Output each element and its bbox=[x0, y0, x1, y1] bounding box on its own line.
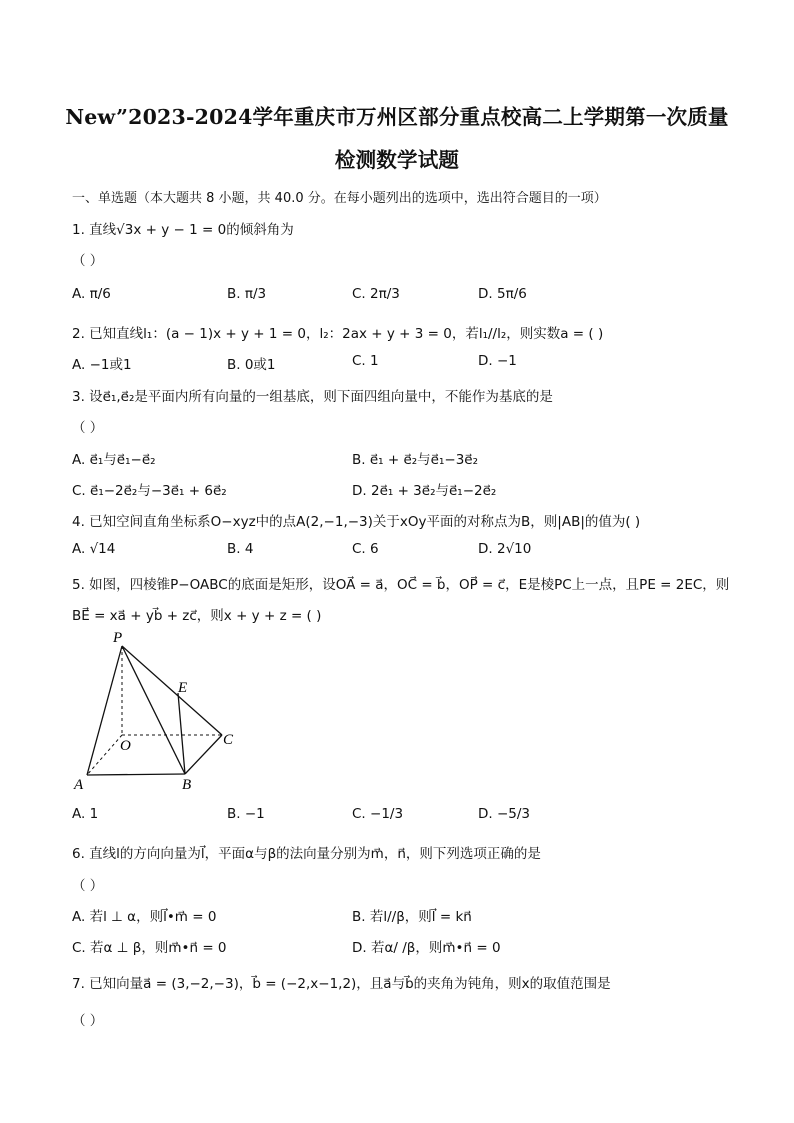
q3-option-c: C. e⃗₁−2e⃗₂与−3e⃗₁ + 6e⃗₂ bbox=[72, 483, 227, 499]
q6-option-a: A. 若l ⊥ α，则l⃗•m⃗ = 0 bbox=[72, 909, 217, 925]
q2-option-b: B. 0或1 bbox=[227, 357, 276, 373]
q1-option-c: C. 2π/3 bbox=[352, 286, 400, 302]
question-3-paren: （ ） bbox=[72, 420, 104, 436]
question-7-paren: （ ） bbox=[72, 1013, 104, 1029]
q4-option-c: C. 6 bbox=[352, 541, 379, 557]
label-O: O bbox=[120, 738, 131, 754]
question-2-stem: 2. 已知直线l₁：(a − 1)x + y + 1 = 0，l₂：2ax + y + 3 = 0，若l₁//l₂，则实数a = ( ) bbox=[72, 326, 604, 342]
edge-BC bbox=[185, 735, 222, 774]
pyramid-figure bbox=[70, 625, 240, 795]
q4-option-a: A. √14 bbox=[72, 541, 116, 557]
q6-option-c: C. 若α ⊥ β，则m⃗•n⃗ = 0 bbox=[72, 940, 227, 956]
q3-option-a: A. e⃗₁与e⃗₁−e⃗₂ bbox=[72, 452, 156, 468]
question-1-paren: （ ） bbox=[72, 253, 104, 269]
q3-option-d: D. 2e⃗₁ + 3e⃗₂与e⃗₁−2e⃗₂ bbox=[352, 483, 497, 499]
q5-option-c: C. −1/3 bbox=[352, 806, 404, 822]
q6-option-b: B. 若l//β，则l⃗ = kn⃗ bbox=[352, 909, 472, 925]
question-6-stem: 6. 直线l的方向向量为l⃗，平面α与β的法向量分别为m⃗，n⃗，则下列选项正确的是 bbox=[72, 846, 541, 862]
label-P: P bbox=[113, 630, 123, 646]
edge-PA bbox=[87, 646, 122, 775]
section-heading: 一、单选题（本大题共 8 小题，共 40.0 分。在每小题列出的选项中，选出符合题目的一项） bbox=[72, 191, 607, 206]
edge-AB bbox=[87, 774, 185, 775]
question-4-stem: 4. 已知空间直角坐标系O−xyz中的点A(2,−1,−3)关于xOy平面的对称点为B，则|AB|的值为( ) bbox=[72, 514, 641, 530]
question-1-stem: 1. 直线√3x + y − 1 = 0的倾斜角为 bbox=[72, 222, 294, 238]
question-6-paren: （ ） bbox=[72, 878, 104, 894]
q4-option-b: B. 4 bbox=[227, 541, 254, 557]
q1-option-d: D. 5π/6 bbox=[478, 286, 527, 302]
q1-option-a: A. π/6 bbox=[72, 286, 111, 302]
edge-PB bbox=[122, 646, 188, 774]
question-3-stem: 3. 设e⃗₁,e⃗₂是平面内所有向量的一组基底，则下面四组向量中，不能作为基底的是 bbox=[72, 389, 553, 405]
q2-option-c: C. 1 bbox=[352, 353, 379, 369]
q1-option-b: B. π/3 bbox=[227, 286, 267, 302]
edge-PC bbox=[122, 646, 222, 735]
page-title-line2: 检测数学试题 bbox=[334, 148, 460, 172]
q4-option-d: D. 2√10 bbox=[478, 541, 532, 557]
label-B: B bbox=[182, 777, 192, 793]
q6-option-d: D. 若α/ /β，则m⃗•n⃗ = 0 bbox=[352, 940, 501, 956]
label-C: C bbox=[223, 732, 234, 748]
q5-option-d: D. −5/3 bbox=[478, 806, 531, 822]
question-5-stem-line2: BE⃗ = xa⃗ + yb⃗ + zc⃗，则x + y + z = ( ) bbox=[72, 608, 322, 624]
page-title: New”2023-2024学年重庆市万州区部分重点校高二上学期第一次质量 bbox=[65, 105, 729, 129]
label-E: E bbox=[178, 680, 188, 696]
q3-option-b: B. e⃗₁ + e⃗₂与e⃗₁−3e⃗₂ bbox=[352, 452, 479, 468]
q5-option-b: B. −1 bbox=[227, 806, 265, 822]
question-7-stem: 7. 已知向量a⃗ = (3,−2,−3)，b⃗ = (−2,x−1,2)，且a⃗与b⃗的夹角为钝角，则x的取值范围是 bbox=[72, 976, 611, 992]
q2-option-d: D. −1 bbox=[478, 353, 517, 369]
q5-option-a: A. 1 bbox=[72, 806, 99, 822]
label-A: A bbox=[74, 777, 84, 793]
q2-option-a: A. −1或1 bbox=[72, 357, 132, 373]
question-5-stem-line1: 5. 如图，四棱锥P−OABC的底面是矩形，设OA⃗ = a⃗，OC⃗ = b⃗，OP⃗ = c⃗，E是棱PC上一点，且PE = 2EC，则 bbox=[72, 577, 730, 593]
